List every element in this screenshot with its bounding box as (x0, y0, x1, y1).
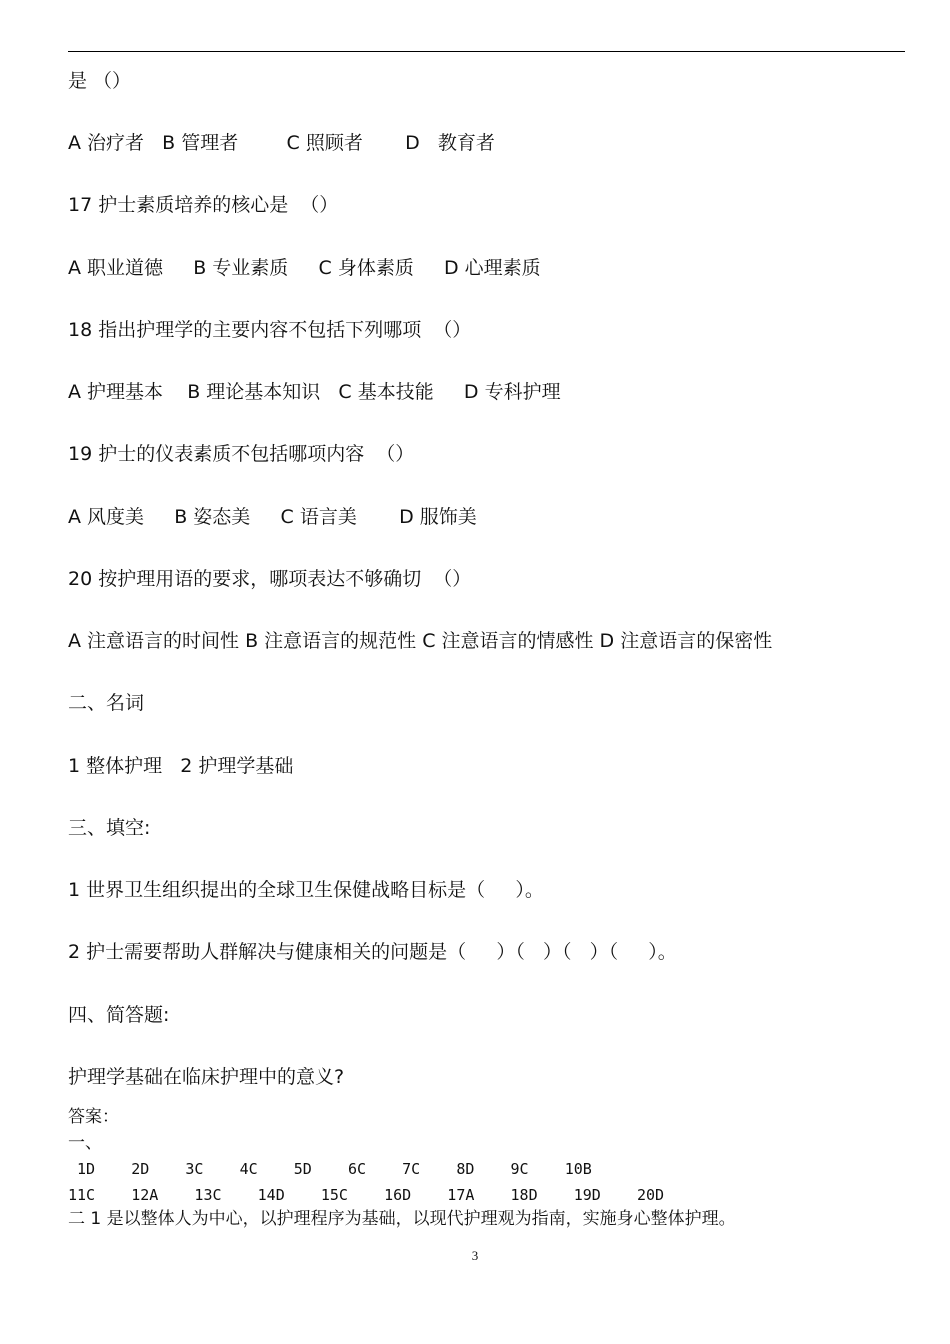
q18-text: 18 指出护理学的主要内容不包括下列哪项 （） (68, 319, 472, 341)
fill-q1: 1 世界卫生组织提出的全球卫生保健战略目标是（ ）。 (68, 879, 544, 901)
q16-options: A 治疗者 B 管理者 C 照顾者 D 教育者 (68, 132, 495, 154)
header-rule (68, 51, 905, 52)
q19-text: 19 护士的仪表素质不包括哪项内容 （） (68, 443, 415, 465)
section-short-answer-heading: 四、简答题: (68, 1004, 170, 1026)
section-fill-heading: 三、填空: (68, 817, 151, 839)
page-number: 3 (471, 1248, 479, 1263)
answers-row-2: 11C 12A 13C 14D 15C 16D 17A 18D 19D 20D (68, 1186, 665, 1204)
q16-continuation: 是 （） (68, 70, 132, 92)
q20-text: 20 按护理用语的要求，哪项表达不够确切 （） (68, 568, 472, 590)
q19-options: A 风度美 B 姿态美 C 语言美 D 服饰美 (68, 506, 477, 528)
q17-text: 17 护士素质培养的核心是 （） (68, 194, 339, 216)
terms-list: 1 整体护理 2 护理学基础 (68, 755, 294, 777)
answers-row-1: 1D 2D 3C 4C 5D 6C 7C 8D 9C 10B (68, 1160, 592, 1178)
answers-section-1: 一、 (68, 1133, 102, 1153)
section-terms-heading: 二、名词 (68, 692, 145, 714)
q18-options: A 护理基本 B 理论基本知识 C 基本技能 D 专科护理 (68, 381, 561, 403)
fill-q2: 2 护士需要帮助人群解决与健康相关的问题是（ ）（ ）（ ）（ ）。 (68, 941, 677, 963)
q20-options: A 注意语言的时间性 B 注意语言的规范性 C 注意语言的情感性 D 注意语言的保密性 (68, 630, 773, 652)
short-answer-q1: 护理学基础在临床护理中的意义? (68, 1066, 345, 1088)
q17-options: A 职业道德 B 专业素质 C 身体素质 D 心理素质 (68, 257, 541, 279)
answers-heading: 答案： (68, 1107, 119, 1127)
answers-section-2: 二 1 是以整体人为中心，以护理程序为基础，以现代护理观为指南，实施身心整体护理。 (68, 1209, 736, 1229)
